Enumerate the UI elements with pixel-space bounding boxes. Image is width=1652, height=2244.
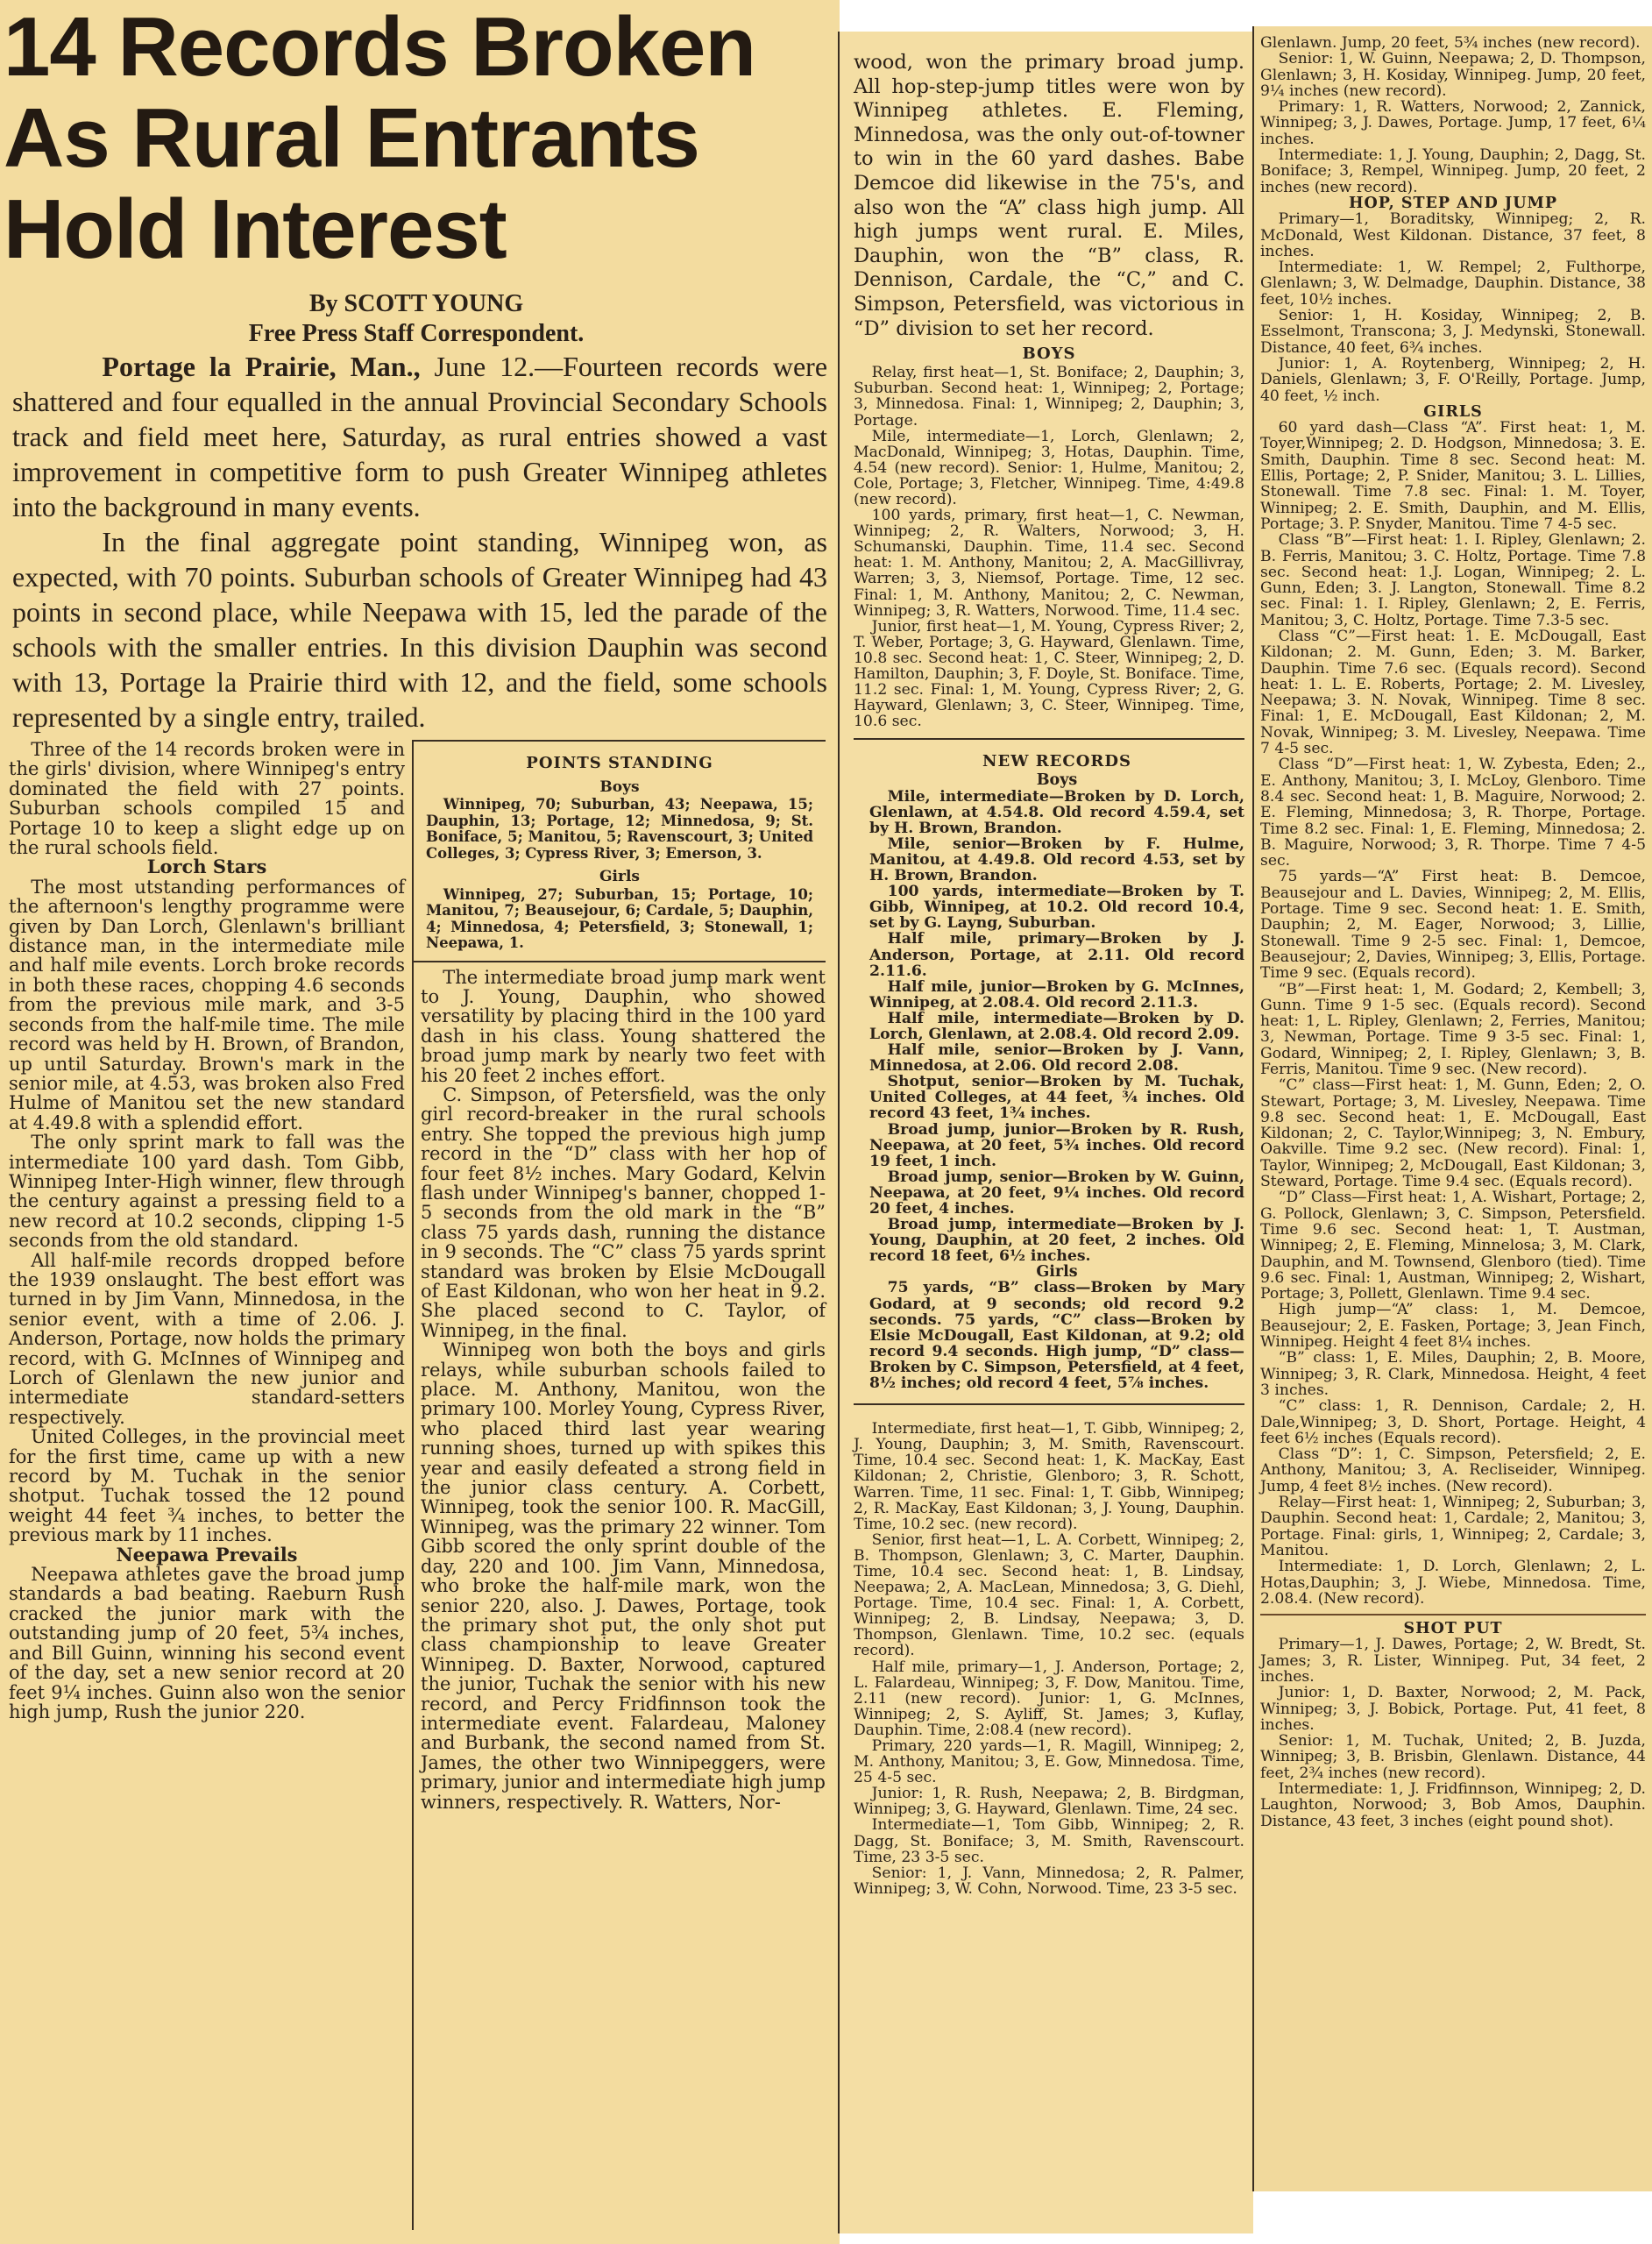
results-column-4	[1260, 35, 1646, 1829]
article-paragraph: Intermediate: 1, J. Young, Dauphin; 2, Dagg, St. Boniface; 3, Rempel, Winnipeg. Jump, 20 feet, 2 inches (new record).	[1260, 146, 1646, 196]
subheading: Neepawa Prevails	[116, 1543, 298, 1566]
article-paragraph: Half mile, primary—Broken by J. Anderson, Portage, at 2.11. Old record 2.11.6.	[869, 930, 1244, 980]
article-paragraph: “C” class—First heat: 1, M. Gunn, Eden; 2, O. Stewart, Portage; 3, M. Livesley, Neepawa. Time 9.8 sec. Second heat: 1, E. McDougall, East Kildonan; 2, C. Taylor,Winnipeg; 3, N. Embury, Oakville. Time 9.2 sec. (New record). Final: 1, Taylor, Winnipeg; 2, McDougall, East Kildonan; 3, Steward, Portage. Time 9.4 sec. (Equals record).	[1260, 1076, 1646, 1191]
article-paragraph: Primary—1, J. Dawes, Portage; 2, W. Bredt, St. James; 3, R. Lister, Winnipeg. Put, 34 feet, 2 inches.	[1260, 1636, 1646, 1686]
section-heading: NEW RECORDS	[982, 752, 1131, 771]
more-results	[854, 1421, 1244, 1897]
subheading: Lorch Stars	[146, 856, 267, 878]
article-paragraph: Intermediate: 1, W. Rempel; 2, Fulthorpe, Glenlawn; 3, W. Delmadge, Dauphin. Distance, 38 feet, 10½ inches.	[1260, 259, 1646, 309]
dateline: Portage la Prairie, Man.,	[102, 351, 421, 382]
article-paragraph: Junior: 1, D. Baxter, Norwood; 2, M. Pack, Winnipeg; 3, J. Bobick, Portage. Put, 41 feet, 8 inches.	[1260, 1684, 1646, 1734]
article-paragraph: Mile, intermediate—Broken by D. Lorch, Glenlawn, at 4.54.8. Old record 4.59.4, set by H. Brown, Brandon.	[869, 787, 1244, 837]
article-paragraph: Glenlawn. Jump, 20 feet, 5¾ inches (new record).	[1260, 34, 1641, 52]
article-paragraph: Half mile, junior—Broken by G. McInnes, Winnipeg, at 2.08.4. Old record 2.11.3.	[869, 977, 1244, 1012]
article-paragraph: Senior: 1, M. Tuchak, United; 2, B. Juzda, Winnipeg; 3, B. Brisbin, Glenlawn. Distance, 44 feet, 2¾ inches (new record).	[1260, 1732, 1646, 1782]
article-paragraph: Relay—First heat: 1, Winnipeg; 2, Suburban; 3, Dauphin. Second heat: 1, Cardale; 2, Manitou; 3, Portage. Final: girls, 1, Winnipeg; 2, Cardale; 3, Manitou.	[1260, 1494, 1646, 1559]
article-paragraph: Intermediate—1, Tom Gibb, Winnipeg; 2, R. Dagg, St. Boniface; 3, M. Smith, Ravenscourt. Time, 23 3-5 sec.	[854, 1816, 1244, 1866]
article-paragraph: Primary: 1, R. Watters, Norwood; 2, Zannick, Winnipeg; 3, J. Dawes, Portage. Jump, 17 feet, 6¼ inches.	[1260, 98, 1646, 148]
article-paragraph: Neepawa athletes gave the broad jump standards a bad beating. Raeburn Rush cracked the junior mark with the outstanding jump of 20 feet, 5¾ inches, and Bill Guinn, winning his second event of the day, set a new senior record at 20 feet 9¼ inches. Guinn also won the senior high jump, Rush the junior 220.	[9, 1564, 405, 1722]
article-paragraph: 60 yard dash—Class “A”. First heat: 1, M. Toyer,Winnipeg; 2. D. Hodgson, Minnedosa; 3. E. Smith, Dauphin. Time 8 sec. Second heat: M. Ellis, Portage; 2, P. Snider, Manitou; 3. L. Lillies, Stonewall. Time 7.8 sec. Final: 1. M. Toyer, Winnipeg; 2. E. Smith, Dauphin, and M. Ellis, Portage; 3. P. Snyder, Manitou. Time 7 4-5 sec.	[1260, 419, 1646, 533]
points-boys-label: Boys	[599, 778, 640, 796]
headline-line: Hold Interest	[4, 182, 507, 276]
byline-author: By SCOTT YOUNG	[308, 290, 524, 317]
article-paragraph: wood, won the primary broad jump. All hop-step-jump titles were won by Winnipeg athletes. E. Fleming, Minnedosa, was the only out-of-towner to win in the 60 yard dashes. Babe Demcoe did likewise in the 75's, and also won the “A” class high jump. All high jumps went rural. E. Miles, Dauphin, won the “B” class, R. Dennison, Cardale, the “C,” and C. Simpson, Petersfield, was victorious in “D” division to set her record.	[854, 51, 1244, 340]
article-paragraph: The most utstanding performances of the afternoon's lengthy programme were given by Dan Lorch, Glenlawn's brilliant distance man, in the intermediate mile and half mile events. Lorch broke records in both these races, chopping 4.6 seconds from the previous mile mark, and 3-5 seconds from the half-mile time. The mile record was held by H. Brown, of Brandon, up until Saturday. Brown's mark in the senior mile, at 4.53, was broken also Fred Hulme of Manitou set the new standard at 4.49.8 with a splendid effort.	[9, 876, 405, 1133]
article-paragraph: Relay, first heat—1, St. Boniface; 2, Dauphin; 3, Suburban. Second heat: 1, Winnipeg; 2, Portage; 3, Minnedosa. Final: 1, Winnipeg; 2, Dauphin; 3, Portage.	[854, 364, 1244, 430]
article-paragraph: Half mile, senior—Broken by J. Vann, Minnedosa, at 2.06. Old record 2.08.	[869, 1041, 1244, 1076]
subheading: Boys	[1036, 771, 1078, 790]
left-article-flow	[0, 289, 837, 2230]
article-paragraph: United Colleges, in the provincial meet for the first time, came up with a new record by M. Tuchak in the senior shotput. Tuchak tossed the 12 pound weight 44 feet ¾ inches, to better the previous mark by 11 inches.	[9, 1426, 405, 1546]
article-paragraph: Intermediate, first heat—1, T. Gibb, Winnipeg; 2, J. Young, Dauphin; 3, M. Smith, Ravenscourt. Time, 10.4 sec. Second heat: 1, K. MacKay, East Kildonan; 2, Christie, Glenboro; 3, R. Schott, Warren. Time, 11 sec. Final: 1, T. Gibb, Winnipeg; 2, R. MacKay, East Kildonan; 3, J. Young, Dauphin. Time, 10.2 sec. (new record).	[854, 1420, 1244, 1533]
section-heading: SHOT PUT	[1403, 1620, 1503, 1638]
byline-title: Free Press Staff Correspondent.	[248, 320, 585, 347]
points-girls: Winnipeg, 27; Suburban, 15; Portage, 10; Manitou, 7; Beausejour, 6; Cardale, 5; Dauphin, 4; Minnedosa, 4; Petersfield, 3; Stonewall, 1; Neepawa, 1.	[426, 885, 813, 951]
headline-line: As Rural Entrants	[4, 91, 699, 185]
article-paragraph: C. Simpson, of Petersfield, was the only girl record-breaker in the rural schools entry. She topped the previous high jump record in the “D” class with her hop of four feet 8½ inches. Mary Godard, Kelvin flash under Winnipeg's banner, chopped 1-5 seconds from the old mark in the “B” class 75 yards dash, running the distance in 9 seconds. The “C” class 75 yards sprint standard was broken by Elsie McDougall of East Kildonan, who won her heat in 9.2. She placed second to C. Taylor, of Winnipeg, in the final.	[421, 1083, 826, 1341]
article-paragraph: Half mile, primary—1, J. Anderson, Portage; 2, L. Falardeau, Winnipeg; 3, F. Dow, Manitou. Time, 2.11 (new record). Junior: 1, G. McInnes, Winnipeg; 2, S. Ayliff, St. James; 3, Kuflay, Dauphin. Time, 2:08.4 (new record).	[854, 1658, 1244, 1739]
headline	[4, 2, 836, 275]
article-paragraph: Senior: 1, J. Vann, Minnedosa; 2, R. Palmer, Winnipeg; 3, W. Cohn, Norwood. Time, 23 3-5 sec.	[854, 1864, 1244, 1898]
article-paragraph: Shotput, senior—Broken by M. Tuchak, United Colleges, at 44 feet, ¾ inches. Old record 43 feet, 1¾ inches.	[869, 1073, 1244, 1123]
points-girls-label: Girls	[599, 868, 640, 885]
article-paragraph: Mile, intermediate—1, Lorch, Glenlawn; 2, MacDonald, Winnipeg; 3, Hotas, Dauphin. Time, 4.54 (new record). Senior: 1, Hulme, Manitou; 2, Cole, Portage; 3, Fletcher, Winnipeg. Time, 4:49.8 (new record).	[854, 427, 1244, 508]
article-paragraph: Three of the 14 records broken were in the girls' division, where Winnipeg's entry dominated the field with 27 points. Suburban schools compiled 15 and Portage 10 to keep a slight edge up on the rural schools field.	[9, 739, 405, 859]
article-paragraph: Intermediate: 1, J. Fridfinnson, Winnipeg; 2, D. Laughton, Norwood; 3, Bob Amos, Dauphin. Distance, 43 feet, 3 inches (eight pound shot).	[1260, 1780, 1646, 1830]
article-paragraph: 100 yards, intermediate—Broken by T. Gibb, Winnipeg, at 10.2. Old record 10.4, set by G. Layng, Suburban.	[869, 883, 1244, 933]
byline	[0, 289, 833, 349]
article-paragraph: “B” class: 1, E. Miles, Dauphin; 2, B. Moore, Winnipeg; 3, R. Clark, Minnedosa. Height, 4 feet 3 inches.	[1260, 1349, 1646, 1399]
article-paragraph: The only sprint mark to fall was the intermediate 100 yard dash. Tom Gibb, Winnipeg Inter-High winner, flew through the century against a pressing field to a new record at 10.2 seconds, clipping 1-5 seconds from the old standard.	[9, 1132, 405, 1252]
article-paragraph: Junior: 1, R. Rush, Neepawa; 2, B. Birdgman, Winnipeg; 3, G. Hayward, Glenlawn. Time, 24 sec.	[854, 1785, 1244, 1819]
headline-line: 14 Records Broken	[4, 0, 756, 94]
points-standing-title: POINTS STANDING	[526, 754, 713, 772]
column-rule	[838, 32, 840, 2233]
section-heading: GIRLS	[1423, 402, 1483, 421]
field-and-girls-results	[1260, 35, 1646, 1607]
article-paragraph: Junior, first heat—1, M. Young, Cypress River; 2, T. Weber, Portage; 3, G. Hayward, Glenlawn. Time, 10.8 sec. Second heat: 1, C. Steer, Winnipeg; 2, D. Hamilton, Dauphin; 3, F. Doyle, St. Boniface. Time, 11.2 sec. Final: 1, M. Young, Cypress River; 2, G. Hayward, Glenlawn; 3, C. Steer, Winnipeg. Time, 10.6 sec.	[854, 617, 1244, 731]
article-paragraph: Mile, senior—Broken by F. Hulme, Manitou, at 4.49.8. Old record 4.53, set by H. Brown, Brandon.	[869, 834, 1244, 885]
article-paragraph: Senior: 1, H. Kosiday, Winnipeg; 2, B. Esselmont, Transcona; 3, J. Medynski, Stonewall. Distance, 40 feet, 6¾ inches.	[1260, 307, 1646, 357]
new-records-box	[854, 738, 1244, 1405]
article-paragraph: The intermediate broad jump mark went to J. Young, Dauphin, who showed versatility by placing third in the 100 yard dash in his class. Young shattered the broad jump mark by nearly two feet with his 20 feet 2 inches effort.	[421, 966, 826, 1086]
article-paragraph: Class “D”: 1, C. Simpson, Petersfield; 2, E. Anthony, Manitou; 3, A. Recliseider, Winnipeg. Jump, 4 feet 8½ inches. (New record).	[1260, 1445, 1646, 1495]
points-boys: Winnipeg, 70; Suburban, 43; Neepawa, 15; Dauphin, 13; Portage, 12; Minnedosa, 9; St. Boniface, 5; Manitou, 5; Ravenscourt, 3; United Colleges, 3; Cypress River, 3; Emerson, 3.	[426, 796, 813, 862]
article-paragraph: 75 yards—“A” First heat: B. Demcoe, Beausejour and L. Davies, Winnipeg; 2, M. Ellis, Portage. Time 9 sec. Second heat: 1. E. Smith, Dauphin; 2, M. Eager, Norwood; 3, Lillie, Stonewall. Time 9 2-5 sec. Final: 1, Demcoe, Beausejour; 2, Davies, Winnipeg; 3, Ellis, Portage. Time 9 sec. (Equals record).	[1260, 868, 1646, 983]
article-paragraph: “B”—First heat: 1, M. Godard; 2, Kembell; 3, Gunn. Time 9 1-5 sec. (Equals record). Second heat: 1, L. Ripley, Glenlawn; 2, Ferries, Manitou; 3, Newman, Portage. Time 9 3-5 sec. Final: 1, Godard, Winnipeg; 2, I. Ripley, Glenlawn; 3, B. Ferris, Manitou. Time 9 sec. (New record).	[1260, 980, 1646, 1078]
article-paragraph: 100 yards, primary, first heat—1, C. Newman, Winnipeg; 2, R. Walters, Norwood; 3, H. Schumanski, Dauphin. Time, 11.4 sec. Second heat: 1. M. Anthony, Manitou; 2, A. MacGillivray, Warren; 3, 3, Niemsof, Portage. Time, 12 sec. Final: 1, M. Anthony, Manitou; 2, C. Newman, Winnipeg; 3, R. Watters, Norwood. Time, 11.4 sec.	[854, 507, 1244, 620]
article-paragraph: Half mile, intermediate—Broken by D. Lorch, Glenlawn, at 2.08.4. Old record 2.09.	[869, 1009, 1244, 1043]
article-paragraph: Intermediate: 1, D. Lorch, Glenlawn; 2, L. Hotas,Dauphin; 3, J. Wiebe, Minnedosa. Time, 2.08.4. (New record).	[1260, 1558, 1646, 1608]
article-paragraph: Class “C”—First heat: 1. E. McDougall, East Kildonan; 2. M. Gunn, Eden; 3. M. Barker, Dauphin. Time 7.6 sec. (Equals record). Second heat: 1. L. E. Roberts, Portage; 2. M. Livesley, Neepawa; 3. N. Novak, Winnipeg. Time 8 sec. Final: 1, E. McDougall, East Kildonan; 2, M. Novak, Winnipeg; 3. M. Livesley, Neepawa. Time 7 4-5 sec.	[1260, 627, 1646, 758]
article-paragraph: Broad jump, senior—Broken by W. Guinn, Neepawa, at 20 feet, 9¼ inches. Old record 20 feet, 4 inches.	[869, 1168, 1244, 1218]
article-paragraph: Broad jump, intermediate—Broken by J. Young, Dauphin, at 20 feet, 2 inches. Old record 18 feet, 6½ inches.	[869, 1216, 1244, 1266]
section-heading: BOYS	[1022, 344, 1076, 364]
article-paragraph: Class “D”—First heat: 1, W. Zybesta, Eden; 2., E. Anthony, Manitou; 3, I. McLoy, Glenboro. Time 8.4 sec. Second heat: 1, B. Maguire, Norwood; 2. E. Fleming, Minnedosa; 3, R. Thorpe, Portage. Time 8.2 sec. Final: 1, E. Fleming, Minnedosa; 2. B. Maguire, Norwood; 3, R. Thorpe. Time 7 4-5 sec.	[1260, 756, 1646, 870]
story-continuation	[854, 51, 1244, 341]
article-paragraph: Winnipeg won both the boys and girls relays, while suburban schools failed to place. M. Anthony, Manitou, won the primary 100. Morley Young, Cypress River, who placed third last year wearing running shoes, turned up with spikes this year and easily defeated a strong field in the junior class century. A. Corbett, Winnipeg, took the senior 100. R. MacGill, Winnipeg, was the primary 22 winner. Tom Gibb scored the only sprint double of the day, 220 and 100. Jim Vann, Minnedosa, who broke the half-mile mark, won the senior 220, also. J. Dawes, Portage, took the primary shot put, the only shot put class championship to leave Greater Winnipeg. D. Baxter, Norwood, captured the junior, Tuchak the senior with his new record, and Percy Fridfinnson took the intermediate event. Falardeau, Maloney and Burbank, the second named from St. James, the other two Winnipeggers, were primary, junior and intermediate high jump winners, respectively. R. Watters, Nor-	[421, 1339, 826, 1813]
article-paragraph: Primary—1, Boraditsky, Winnipeg; 2, R. McDonald, West Kildonan. Distance, 37 feet, 8 inches.	[1260, 210, 1646, 260]
lead-text: June 12.—Fourteen records were shattered and four equalled in the annual Provincial Secondary Schools track and field meet here, Saturday, as rural entries showed a vast improvement in competitive form to push Greater Winnipeg athletes into the background in many events.	[12, 351, 828, 522]
right-stack	[412, 740, 833, 2230]
article-paragraph: All half-mile records dropped before the 1939 onslaught. The best effort was turned in by Jim Vann, Minnedosa, in the senior event, with a time of 2.06. J. Anderson, Portage, now holds the primary record, with G. McInnes of Winnipeg and Lorch of Glenlawn the new junior and intermediate standard-setters respectively.	[9, 1249, 405, 1428]
article-paragraph: Primary, 220 yards—1, R. Magill, Winnipeg; 2, M. Anthony, Manitou; 3, E. Gow, Minnedosa. Time, 25 4-5 sec.	[854, 1737, 1244, 1787]
points-standing-box	[414, 740, 826, 962]
middle-column	[421, 968, 826, 1812]
subheading: Girls	[1036, 1263, 1078, 1282]
lower-columns	[0, 740, 837, 2230]
lead-paragraphs	[12, 349, 827, 735]
article-paragraph: Class “B”—First heat: 1. I. Ripley, Glenlawn; 2. B. Ferris, Manitou; 3. C. Holtz, Portage. Time 7.8 sec. Second heat: 1.J. Logan, Winnipeg; 2. L. Gunn, Eden; 3. J. Langton, Stonewall. Time 8.2 sec. Final: 1. I. Ripley, Glenlawn; 2, E. Ferris, Manitou; 3, C. Holtz, Portage. Time 7.3-5 sec.	[1260, 531, 1646, 629]
left-column	[9, 740, 412, 1722]
results-column-3	[854, 346, 1244, 1897]
article-paragraph: 75 yards, “B” class—Broken by Mary Godard, at 9 seconds; old record 9.2 seconds. 75 yards, “C” class—Broken by Elsie McDougall, East Kildonan, at 9.2; old record 9.4 seconds. High jump, “D” class—Broken by C. Simpson, Petersfield, at 4 feet, 8½ inches; old record 4 feet, 5⅞ inches.	[869, 1279, 1244, 1393]
article-paragraph: Senior: 1, W. Guinn, Neepawa; 2, D. Thompson, Glenlawn; 3, H. Kosiday, Winnipeg. Jump, 20 feet, 9¼ inches (new record).	[1260, 50, 1646, 100]
article-paragraph: High jump—“A” class: 1, M. Demcoe, Beausejour; 2, E. Fasken, Portage; 3, Jean Finch, Winnipeg. Height 4 feet 8¼ inches.	[1260, 1301, 1646, 1352]
section-heading: HOP, STEP AND JUMP	[1348, 194, 1558, 212]
boys-results	[854, 346, 1244, 729]
column-rule	[1252, 26, 1254, 2191]
shot-put-results	[1260, 1614, 1646, 1829]
lead-paragraph: In the final aggregate point standing, Winnipeg won, as expected, with 70 points. Suburban schools of Greater Winnipeg had 43 points in second place, while Neepawa with 15, led the parade of the schools with the smaller entries. In this division Dauphin was second with 13, Portage la Prairie third with 12, and the field, some schools represented by a single entry, trailed.	[12, 526, 827, 733]
article-paragraph: “C” class: 1, R. Dennison, Cardale; 2, H. Dale,Winnipeg; 3, D. Short, Portage. Height, 4 feet 6½ inches (Equals record).	[1260, 1397, 1646, 1447]
lead-paragraph	[12, 349, 827, 524]
article-paragraph: “D” Class—First heat: 1, A. Wishart, Portage; 2, G. Pollock, Glenlawn; 3, C. Simpson, Petersfield. Time 9.6 sec. Second heat: 1, T. Austman, Winnipeg; 2, E. Fleming, Minnelosa; 3, M. Clark, Dauphin, and M. Townsend, Glenboro (tied). Time 9.6 sec. Final: 1, Austman, Winnipeg; 2, Wishart, Portage; 3, Pollett, Glenlawn. Time 9.4 sec.	[1260, 1189, 1646, 1303]
article-paragraph: Broad jump, junior—Broken by R. Rush, Neepawa, at 20 feet, 5¾ inches. Old record 19 feet, 1 inch.	[869, 1120, 1244, 1170]
article-paragraph: Junior: 1, A. Roytenberg, Winnipeg; 2, H. Daniels, Glenlawn; 3, F. O'Reilly, Portage. Jump, 40 feet, ½ inch.	[1260, 354, 1646, 405]
column-3	[854, 51, 1244, 1897]
article-paragraph: Senior, first heat—1, L. A. Corbett, Winnipeg; 2, B. Thompson, Glenlawn; 3, C. Marter, Dauphin. Time, 10.4 sec. Second heat: 1, B. Lindsay, Neepawa; 2, A. MacLean, Minnedosa; 3, G. Diehl, Portage. Time, 10.4 sec. Final: 1, A. Corbett, Winnipeg; 2, B. Lindsay, Neepawa; 3, D. Thompson, Glenlawn. Time, 10.2 sec. (equals record).	[854, 1530, 1244, 1660]
